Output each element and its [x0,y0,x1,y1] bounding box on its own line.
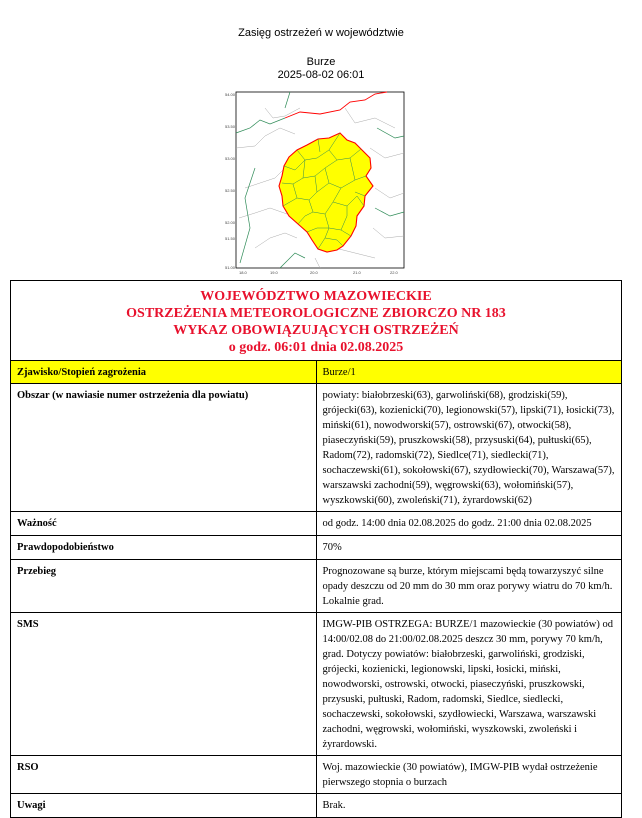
warnings-table [10,280,622,818]
table-row [11,536,622,560]
warning-map [225,88,407,276]
row-label: SMS [11,613,317,756]
row-label: Obszar (w nawiasie numer ostrzeżenia dla powiatu) [11,384,317,512]
table-row [11,613,622,756]
title-voivodeship: WOJEWÓDZTWO MAZOWIECKIE [200,289,432,304]
lon-label: 22.0 [390,270,398,275]
lon-label: 19.0 [270,270,278,275]
table-row [11,512,622,536]
row-label: Zjawisko/Stopień zagrożenia [11,361,317,384]
lat-label: 54.00 [225,92,235,97]
lon-label: 18.0 [239,270,247,275]
row-value: Prognozowane są burze, którym miejscami będą towarzyszyć silne opady deszczu od 20 mm do 30 mm oraz porywy wiatru do 70 km/h. Lokalnie grad. [316,560,622,613]
table-row [11,361,622,384]
lon-label: 20.0 [310,270,318,275]
row-value: IMGW-PIB OSTRZEGA: BURZE/1 mazowieckie (30 powiatów) od 14:00/02.08 do 21:00/02.08.2025 deszcz 30 mm, porywy 70 km/h, grad. Dotyczy powiatów: białobrzeski, garwoliński, grodziski, grójecki, kozienicki, legionowski, lipski, łosicki, miński, nowodworski, ostrowski, otwocki, piaseczyński, pruszkowski, przysuski, pułtuski, Radom, radomski, Siedlce, siedlecki, sochaczewski, sokołowski, szydłowiecki, Warszawa, warszawski zachodni, węgrowski, wołomiński, wyszkowski, zwoleński i żyrardowski. [316,613,622,756]
table-row [11,794,622,818]
phenomenon-label: Burze [306,56,336,68]
row-label: Ważność [11,512,317,536]
row-label: Prawdopodobieństwo [11,536,317,560]
row-value: Woj. mazowieckie (30 powiatów), IMGW-PIB wydał ostrzeżenie pierwszego stopnia o burzach [316,756,622,794]
table-row [11,560,622,613]
lat-label: 53.00 [225,156,235,161]
page-title: Zasięg ostrzeżeń w województwie [238,27,404,39]
row-label: Przebieg [11,560,317,613]
table-row [11,384,622,512]
row-label: Uwagi [11,794,317,818]
lat-label: 51.50 [225,236,235,241]
title-bulletin-number: OSTRZEŻENIA METEOROLOGICZNE ZBIORCZO NR 183 [126,306,506,321]
lat-label: 51.00 [225,265,235,270]
row-label: RSO [11,756,317,794]
issue-datetime: 2025-08-02 06:01 [277,69,365,81]
title-list-heading: WYKAZ OBOWIĄZUJĄCYCH OSTRZEŻEŃ [173,323,459,338]
lat-label: 52.50 [225,188,235,193]
row-value: 70% [316,536,622,560]
row-value: Brak. [316,794,622,818]
title-issue-time: o godz. 06:01 dnia 02.08.2025 [228,340,404,355]
row-value: powiaty: białobrzeski(63), garwoliński(68), grodziski(59), grójecki(63), kozienicki(70), legionowski(57), lipski(71), łosicki(73), miński(61), nowodworski(57), ostrowski(67), otwocki(58), piaseczyński(59), pruszkowski(58), przysuski(64), pułtuski(65), Radom(72), radomski(72), Siedlce(71), siedlecki(71), sochaczewski(61), sokołowski(67), szydłowiecki(70), Warszawa(57), warszawski zachodni(59), węgrowski(63), wołomiński(57), wyszkowski(60), zwoleński(71), żyrardowski(62) [316,384,622,512]
row-value: Burze/1 [316,361,622,384]
row-value: od godz. 14:00 dnia 02.08.2025 do godz. 21:00 dnia 02.08.2025 [316,512,622,536]
table-row [11,756,622,794]
lat-label: 53.50 [225,124,235,129]
lat-label: 52.00 [225,220,235,225]
lon-label: 21.0 [353,270,361,275]
table-title [11,281,622,361]
voivodeship-map [225,88,407,276]
